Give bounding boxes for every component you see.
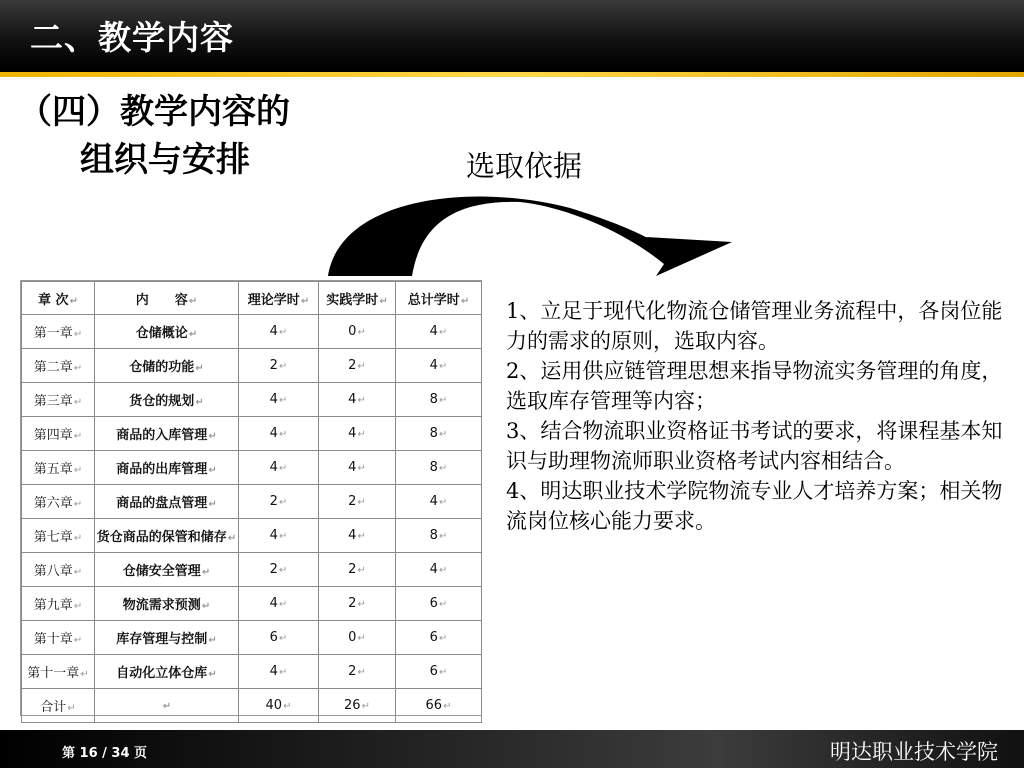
theory-hours-cell: 4↵ [239,451,319,485]
total-hours-cell: 6↵ [396,621,482,655]
practice-hours-cell: 4↵ [319,417,396,451]
title-bar [0,0,1024,72]
total-hours-cell: 4↵ [396,315,482,349]
column-header-theory-hours: 理论学时↵ [239,282,319,315]
table-row [22,383,482,417]
content-cell: 仓储的功能↵ [95,349,239,383]
chapter-cell: 第九章↵ [22,587,95,621]
content-cell: 仓储安全管理↵ [95,553,239,587]
table-row [22,587,482,621]
chapter-cell: 合计↵ [22,689,95,723]
chapter-cell: 第十章↵ [22,621,95,655]
column-header-chapter: 章 次↵ [22,282,95,315]
practice-hours-cell: 4↵ [319,383,396,417]
practice-hours-cell: 4↵ [319,451,396,485]
theory-hours-cell: 4↵ [239,587,319,621]
table-row [22,315,482,349]
content-cell: 商品的入库管理↵ [95,417,239,451]
theory-hours-cell: 2↵ [239,485,319,519]
practice-hours-cell: 4↵ [319,519,396,553]
basis-point-1: 1、立足于现代化物流仓储管理业务流程中，各岗位能力的需求的原则，选取内容。 [506,299,1003,353]
column-header-total-hours: 总计学时↵ [396,282,482,315]
chapter-cell: 第七章↵ [22,519,95,553]
practice-hours-cell: 2↵ [319,587,396,621]
content-cell: 货仓的规划↵ [95,383,239,417]
content-cell: 仓储概论↵ [95,315,239,349]
chapter-cell: 第一章↵ [22,315,95,349]
table-row [22,349,482,383]
content-cell: 自动化立体仓库↵ [95,655,239,689]
column-header-content: 内 容↵ [95,282,239,315]
theory-hours-cell: 2↵ [239,349,319,383]
theory-hours-cell: 4↵ [239,655,319,689]
total-hours-cell: 6↵ [396,587,482,621]
table-row [22,485,482,519]
table-row [22,689,482,723]
total-hours-cell: 8↵ [396,417,482,451]
practice-hours-cell: 26↵ [319,689,396,723]
total-hours-cell: 4↵ [396,553,482,587]
basis-point-2: 2、运用供应链管理思想来指导物流实务管理的角度，选取库存管理等内容； [506,359,1003,413]
slide-title: 二、教学内容 [30,18,234,57]
table-row [22,451,482,485]
total-hours-cell: 6↵ [396,655,482,689]
table-row [22,519,482,553]
content-cell: 货仓商品的保管和储存↵ [95,519,239,553]
page-indicator: 第 16 / 34 页 [62,746,148,761]
table-row [22,655,482,689]
total-hours-cell: 4↵ [396,485,482,519]
table-row [22,553,482,587]
theory-hours-cell: 2↵ [239,553,319,587]
footer-bar [0,730,1024,768]
theory-hours-cell: 6↵ [239,621,319,655]
chapter-cell: 第八章↵ [22,553,95,587]
practice-hours-cell: 2↵ [319,553,396,587]
practice-hours-cell: 2↵ [319,349,396,383]
section-heading [18,88,290,184]
section-heading-line-1: （四）教学内容的 [18,92,290,132]
total-hours-cell: 4↵ [396,349,482,383]
basis-point-3: 3、结合物流职业资格证书考试的要求，将课程基本知识与助理物流师职业资格考试内容相结合。 [506,419,1003,473]
total-hours-cell: 8↵ [396,519,482,553]
chapter-cell: 第二章↵ [22,349,95,383]
curved-arrow-shape [328,196,732,276]
arrow-label: 选取依据 [466,149,583,183]
course-schedule-table [20,280,482,716]
chapter-cell: 第六章↵ [22,485,95,519]
content-cell: ↵ [95,689,239,723]
selection-basis-text [506,296,1006,536]
table-row [22,417,482,451]
chapter-cell: 第四章↵ [22,417,95,451]
practice-hours-cell: 2↵ [319,655,396,689]
basis-point-4: 4、明达职业技术学院物流专业人才培养方案；相关物流岗位核心能力要求。 [506,479,1003,533]
practice-hours-cell: 0↵ [319,621,396,655]
chapter-cell: 第五章↵ [22,451,95,485]
content-cell: 商品的出库管理↵ [95,451,239,485]
practice-hours-cell: 0↵ [319,315,396,349]
theory-hours-cell: 4↵ [239,417,319,451]
total-hours-cell: 66↵ [396,689,482,723]
total-hours-cell: 8↵ [396,451,482,485]
content-cell: 商品的盘点管理↵ [95,485,239,519]
theory-hours-cell: 40↵ [239,689,319,723]
theory-hours-cell: 4↵ [239,383,319,417]
accent-stripe [0,72,1024,77]
chapter-cell: 第三章↵ [22,383,95,417]
table-header-row [22,282,482,315]
content-cell: 库存管理与控制↵ [95,621,239,655]
column-header-practice-hours: 实践学时↵ [319,282,396,315]
institution-name: 明达职业技术学院 [830,740,998,764]
total-hours-cell: 8↵ [396,383,482,417]
practice-hours-cell: 2↵ [319,485,396,519]
curved-arrow-icon [320,180,740,280]
content-cell: 物流需求预测↵ [95,587,239,621]
chapter-cell: 第十一章↵ [22,655,95,689]
theory-hours-cell: 4↵ [239,315,319,349]
section-heading-line-2: 组织与安排 [80,140,250,180]
theory-hours-cell: 4↵ [239,519,319,553]
table-row [22,621,482,655]
